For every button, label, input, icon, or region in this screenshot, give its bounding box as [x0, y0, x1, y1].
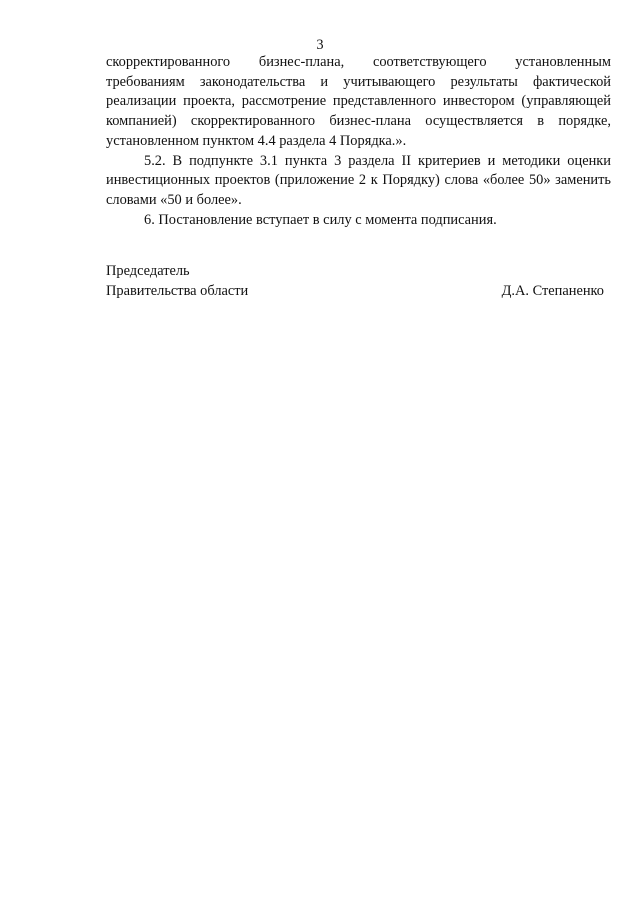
page-number: 3: [316, 37, 324, 53]
signatory-name: Д.А. Степаненко: [501, 282, 604, 299]
paragraph-5-2: 5.2. В подпункте 3.1 пункта 3 раздела II критериев и методики оценки инвестиционных проектов (приложение 2 к Порядку) слова «более 50» заменить словами «50 и более».: [106, 152, 611, 208]
paragraph-continuation: скорректированного бизнес-плана, соответствующего установленным требованиям законодательства и учитывающего результаты фактической реализации проекта, рассмотрение представленного инвестором (управляющей компанией) скорректированного бизнес-плана осуществляется в порядке, установленном пунктом 4.4 раздела 4 Порядка.».: [106, 54, 611, 149]
signature-row: [106, 282, 604, 302]
signature-block: [106, 262, 604, 301]
document-body: [106, 53, 611, 230]
signatory-title-line1: Председатель: [106, 263, 190, 279]
signatory-title-line2: Правительства области: [106, 282, 249, 299]
paragraph-6: 6. Постановление вступает в силу с момента подписания.: [144, 211, 497, 228]
